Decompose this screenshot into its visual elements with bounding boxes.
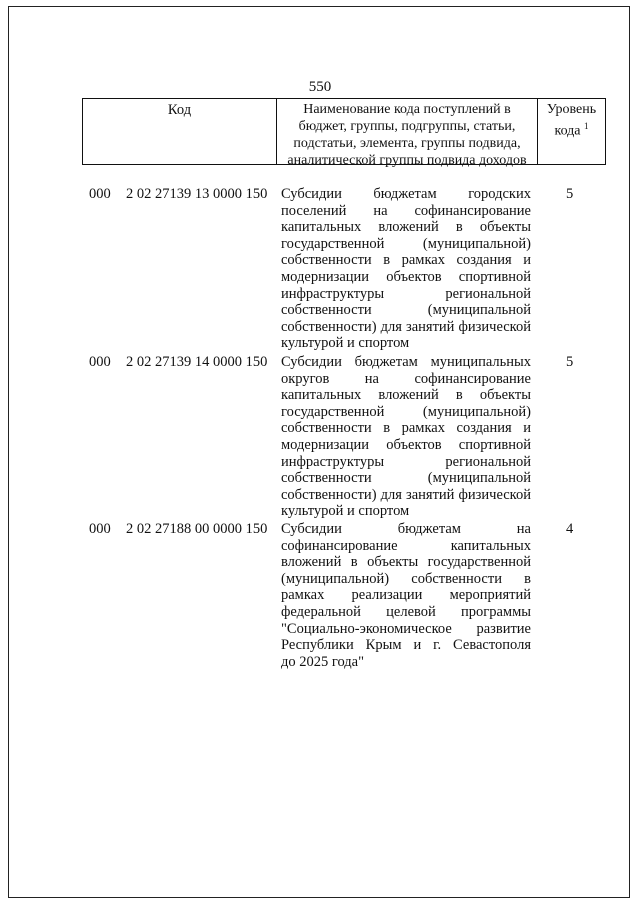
revenue-name-line: поселений на софинансирование: [281, 202, 531, 219]
revenue-name-line: Субсидии бюджетам муниципальных: [281, 354, 531, 370]
revenue-name-line: софинансирование капитальных: [281, 537, 531, 554]
revenue-code: 2 02 27139 13 0000 150: [126, 186, 268, 202]
revenue-name-line: инфраструктуры региональной: [281, 285, 531, 302]
footnote-mark: 1: [584, 121, 589, 131]
header-name: [277, 99, 538, 168]
header-name-line: подстатьи, элемента, группы подвида,: [293, 136, 521, 151]
revenue-name-line: государственной (муниципальной): [281, 403, 531, 420]
revenue-name: [281, 354, 531, 520]
header-code: Код: [83, 99, 277, 164]
header-name-line: Наименование кода поступлений в: [303, 102, 511, 117]
revenue-name-line: капитальных вложений в объекты: [281, 387, 531, 404]
header-name-line: бюджет, группы, подгруппы, статьи,: [298, 119, 516, 134]
code-level: 4: [566, 521, 574, 537]
revenue-name-line: Субсидии бюджетам на: [281, 521, 531, 537]
header-level: [538, 99, 605, 164]
revenue-name-line: модернизации объектов спортивной: [281, 436, 531, 453]
revenue-name-line: инфраструктуры региональной: [281, 453, 531, 470]
header-name-line: аналитической группы подвида доходов: [287, 153, 527, 168]
revenue-name-line: собственности в рамках создания и: [281, 420, 531, 437]
header-level-line: [538, 118, 605, 140]
revenue-name: [281, 186, 531, 352]
code-level: 5: [566, 354, 574, 370]
revenue-name-line: рамках реализации мероприятий: [281, 587, 531, 604]
revenue-name-line: культурой и спортом: [281, 335, 410, 352]
admin-code: 000: [89, 186, 111, 202]
revenue-name-line: Субсидии бюджетам городских: [281, 186, 531, 202]
revenue-name-line: собственности в рамках создания и: [281, 252, 531, 269]
revenue-name-line: государственной (муниципальной): [281, 235, 531, 252]
revenue-name-line: капитальных вложений в объекты: [281, 219, 531, 236]
revenue-name-line: модернизации объектов спортивной: [281, 268, 531, 285]
revenue-code: 2 02 27188 00 0000 150: [126, 521, 268, 537]
revenue-name-line: собственности) для занятий физической: [281, 318, 531, 335]
header-level-line: Уровень: [546, 102, 597, 117]
revenue-name-line: вложений в объекты государственной: [281, 554, 531, 571]
admin-code: 000: [89, 354, 111, 370]
header-level-word: кода: [554, 123, 581, 139]
revenue-name-line: федеральной целевой программы: [281, 603, 531, 620]
revenue-name-line: "Социально-экономическое развитие: [281, 620, 531, 637]
revenue-name-line: собственности) для занятий физической: [281, 486, 531, 503]
revenue-name-line: округов на софинансирование: [281, 370, 531, 387]
revenue-code: 2 02 27139 14 0000 150: [126, 354, 268, 370]
revenue-name-line: культурой и спортом: [281, 503, 410, 520]
page-number: 550: [308, 79, 332, 95]
code-level: 5: [566, 186, 574, 202]
table-header: [82, 98, 606, 168]
revenue-name-line: (муниципальной) собственности в: [281, 570, 531, 587]
admin-code: 000: [89, 521, 111, 537]
revenue-name-line: собственности (муниципальной: [281, 302, 531, 319]
revenue-name-line: Республики Крым и г. Севастополя: [281, 637, 531, 654]
revenue-name-line: собственности (муниципальной: [281, 470, 531, 487]
revenue-name: [281, 521, 531, 670]
revenue-name-line: до 2025 года": [281, 653, 365, 670]
